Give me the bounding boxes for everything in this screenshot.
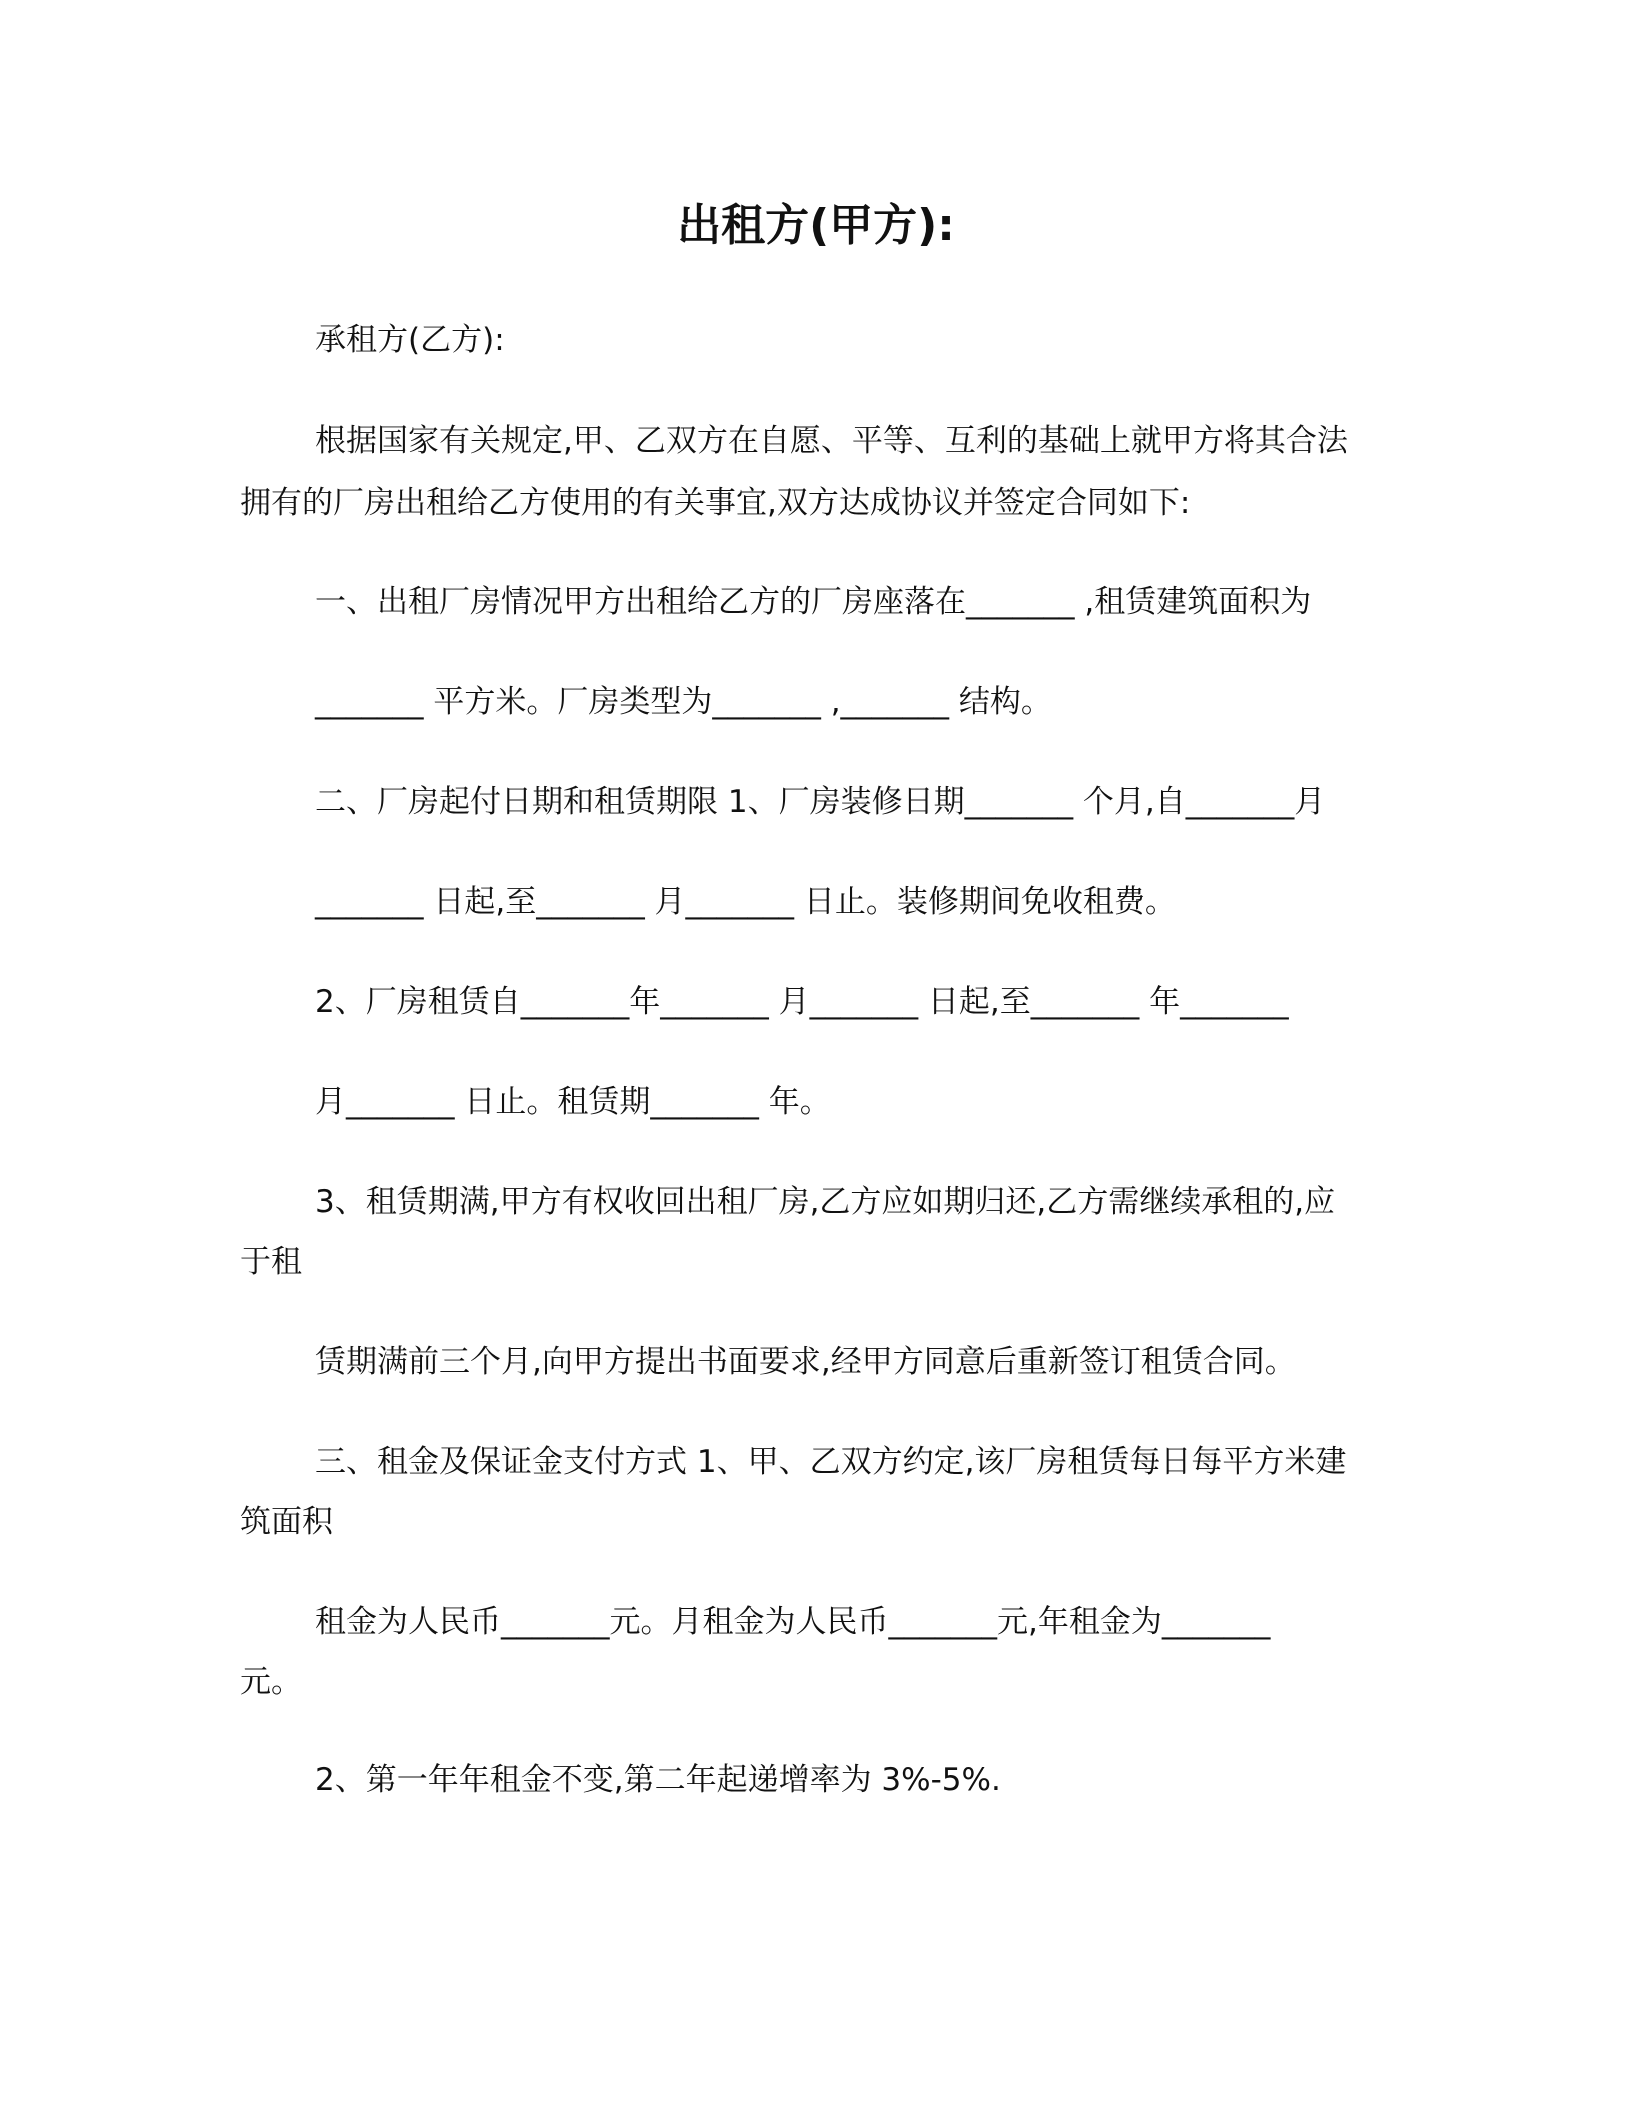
clause-1-line-1: 一、出租厂房情况甲方出租给乙方的厂房座落在_______ ,租赁建筑面积为 [315, 584, 1312, 620]
clause-2-3-line-2: 于租 [240, 1244, 302, 1280]
paragraph-preamble-line-2: 拥有的厂房出租给乙方使用的有关事宜,双方达成协议并签定合同如下: [240, 485, 1191, 521]
clause-2-2-line-2: 月_______ 日止。租赁期_______ 年。 [315, 1084, 831, 1120]
clause-1-line-2: _______ 平方米。厂房类型为_______ ,_______ 结构。 [315, 684, 1052, 720]
clause-3-2-line-1: 2、第一年年租金不变,第二年起递增率为 3%-5%. [315, 1762, 1001, 1798]
clause-3-line-2: 筑面积 [240, 1504, 333, 1540]
clause-3-1-line-1: 租金为人民币_______元。月租金为人民币_______元,年租金为_______ [315, 1604, 1271, 1640]
clause-2-line-1: 二、厂房起付日期和租赁期限 1、厂房装修日期_______ 个月,自_______月 [315, 784, 1326, 820]
document-title: 出租方(甲方): [677, 200, 955, 251]
clause-2-2-line-1: 2、厂房租赁自_______年_______ 月_______ 日起,至_______ 年_______ [315, 984, 1289, 1020]
clause-2-3-line-3: 赁期满前三个月,向甲方提出书面要求,经甲方同意后重新签订租赁合同。 [315, 1344, 1296, 1380]
clause-3-line-1: 三、租金及保证金支付方式 1、甲、乙双方约定,该厂房租赁每日每平方米建 [315, 1444, 1347, 1480]
clause-2-line-2: _______ 日起,至_______ 月_______ 日止。装修期间免收租费。 [315, 884, 1176, 920]
clause-3-1-line-2: 元。 [240, 1664, 302, 1700]
clause-2-3-line-1: 3、租赁期满,甲方有权收回出租厂房,乙方应如期归还,乙方需继续承租的,应 [315, 1184, 1336, 1220]
paragraph-preamble-line-1: 根据国家有关规定,甲、乙双方在自愿、平等、互利的基础上就甲方将其合法 [315, 423, 1348, 459]
paragraph-lessee: 承租方(乙方): [315, 322, 505, 358]
